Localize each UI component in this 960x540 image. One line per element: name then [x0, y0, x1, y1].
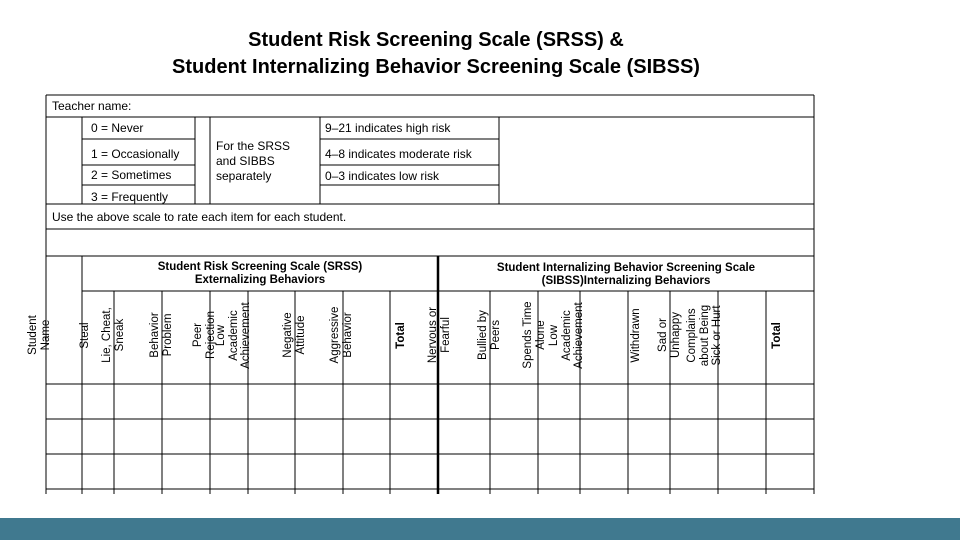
column-header-line: Attitude: [294, 315, 306, 355]
column-header-line: Name: [39, 319, 51, 351]
column-header-line: Achievement: [572, 301, 585, 369]
column-header-spends-time: [522, 290, 547, 380]
column-header-line: Withdrawn: [630, 307, 643, 363]
column-header-negative-attitude: [282, 290, 307, 380]
column-header-line: Steal: [79, 321, 92, 349]
column-header-line: Sick or Hurt: [710, 304, 723, 366]
column-header-line: Rejection: [204, 311, 216, 359]
column-header-low-academic-1: [215, 290, 253, 380]
range-low-risk: 0–3 indicates low risk: [325, 169, 440, 183]
column-header-sad: [657, 290, 682, 380]
title-line-1: Student Risk Screening Scale (SRSS) &: [248, 29, 624, 51]
column-header-line: Academic: [560, 309, 573, 361]
teacher-name-label: Teacher name:: [52, 99, 132, 113]
column-header-line: Peers: [489, 319, 501, 351]
column-header-line: about Being: [698, 304, 711, 366]
sibss-header-line-2: (SIBSS)Internalizing Behaviors: [541, 275, 711, 287]
footer-bar: [0, 518, 960, 540]
scale-item-frequently: 3 = Frequently: [91, 190, 169, 204]
column-header-line: Problem: [161, 313, 173, 357]
column-header-total-1: [395, 290, 408, 380]
column-header-line: Student: [26, 315, 39, 355]
column-header-line: Low: [215, 324, 228, 346]
column-header-complains: [686, 290, 724, 380]
srss-header-line-1: Student Risk Screening Scale (SRSS): [157, 261, 363, 273]
range-moderate-risk: 4–8 indicates moderate risk: [325, 147, 472, 161]
column-header-peer-rejection: [192, 290, 217, 380]
column-header-line: Total: [771, 321, 784, 349]
column-header-withdrawn: [630, 290, 643, 380]
column-header-line: Complains: [685, 307, 698, 363]
column-header-student-name: [27, 290, 52, 380]
column-header-lie: [101, 290, 126, 380]
scale-note-line-2: and SIBBS: [216, 154, 275, 168]
column-header-line: Sneak: [113, 318, 125, 352]
scale-item-sometimes: 2 = Sometimes: [91, 168, 172, 182]
column-header-line: Negative: [281, 312, 294, 358]
column-header-line: Spends Time: [521, 301, 534, 369]
column-header-line: Aggressive: [329, 306, 341, 364]
column-header-line: Lie, Cheat,: [100, 307, 113, 363]
column-header-steal: [79, 290, 92, 380]
instruction-text: Use the above scale to rate each item for each student.: [52, 210, 347, 224]
column-header-line: Alone: [534, 320, 546, 350]
column-header-line: Total: [395, 321, 408, 349]
srss-header-line-2: Externalizing Behaviors: [194, 274, 326, 286]
column-header-total-2: [771, 290, 784, 380]
column-header-low-academic-2: [548, 290, 586, 380]
column-header-bullied: [477, 290, 502, 380]
column-header-line: Nervous or: [426, 306, 439, 364]
srss-header: [84, 261, 436, 287]
column-header-line: Unhappy: [669, 311, 681, 359]
scale-note-line-3: separately: [216, 169, 272, 183]
column-header-line: Sad or: [656, 318, 669, 352]
column-header-line: Bullied by: [476, 310, 489, 360]
column-header-line: Peer: [191, 322, 204, 348]
column-header-line: Behavior: [148, 312, 161, 358]
column-header-behavior-problem: [149, 290, 174, 380]
title-line-2: Student Internalizing Behavior Screening Scale (SIBSS): [172, 56, 700, 78]
range-high-risk: 9–21 indicates high risk: [325, 121, 451, 135]
column-header-aggressive-behavior: [329, 290, 354, 380]
scale-item-never: 0 = Never: [91, 121, 144, 135]
scale-item-occasionally: 1 = Occasionally: [91, 147, 180, 161]
column-header-line: Fearful: [439, 317, 451, 353]
scale-note-line-1: For the SRSS: [216, 139, 291, 153]
column-header-nervous: [427, 290, 452, 380]
column-header-line: Academic: [227, 309, 240, 361]
column-header-line: Low: [547, 324, 560, 346]
sibss-header: [440, 262, 812, 288]
column-header-line: Behavior: [341, 312, 354, 358]
sibss-header-line-1: Student Internalizing Behavior Screening Scale: [496, 262, 756, 274]
column-header-line: Achievement: [240, 301, 253, 369]
